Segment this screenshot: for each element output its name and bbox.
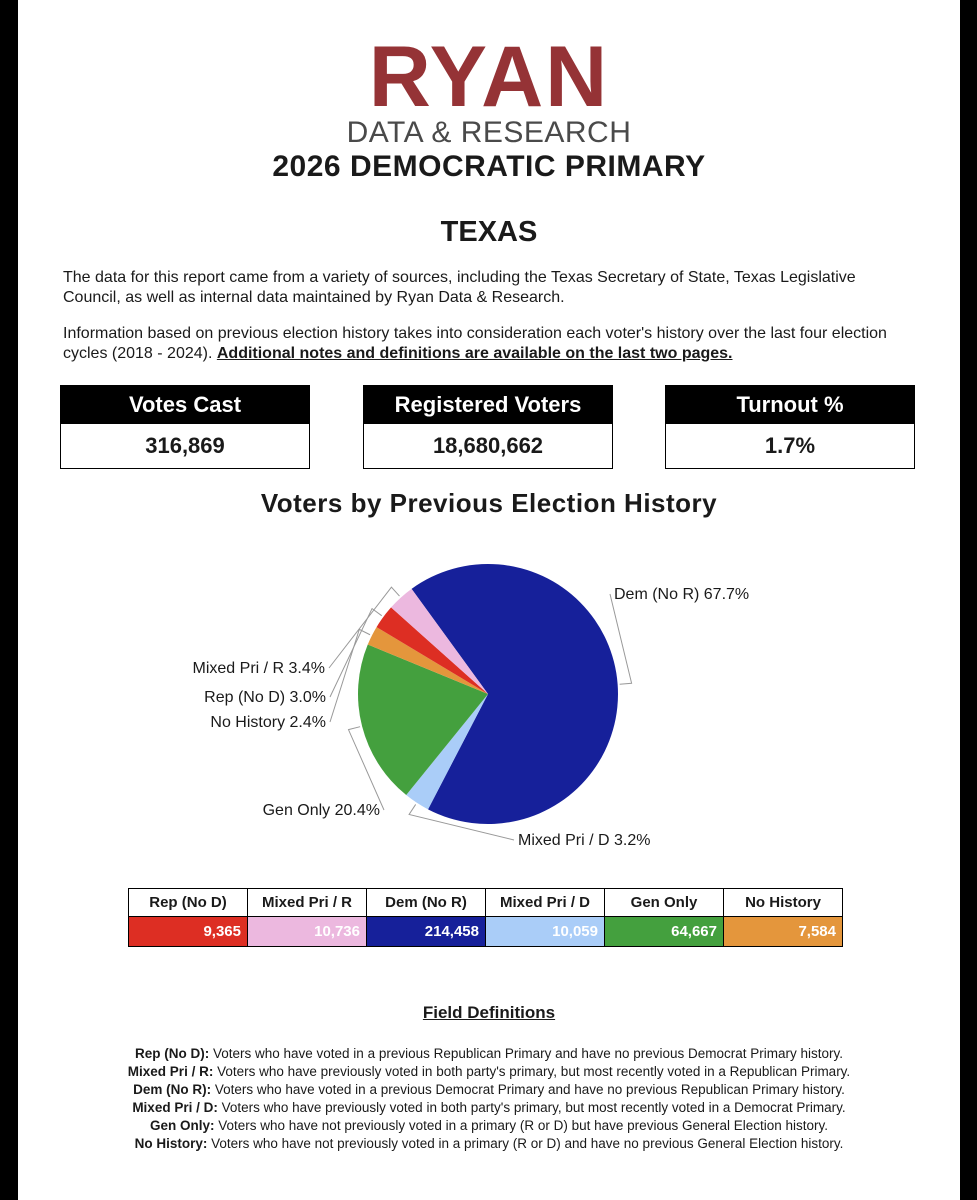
table-value-cell: 10,059 — [486, 917, 605, 947]
table-header-cell: Mixed Pri / D — [486, 889, 605, 917]
table-header-cell: Rep (No D) — [129, 889, 248, 917]
definition-text: Voters who have voted in a previous Republican Primary and have no previous Democrat Primary history. — [209, 1046, 844, 1061]
table-header-cell: Mixed Pri / R — [248, 889, 367, 917]
table-header-cell: No History — [724, 889, 843, 917]
counts-table — [128, 888, 843, 947]
definitions-title: Field Definitions — [422, 1003, 556, 1022]
definition-row — [18, 1063, 960, 1081]
definition-term: Mixed Pri / D: — [132, 1100, 218, 1115]
definition-row — [18, 1081, 960, 1099]
table-value-cell: 214,458 — [367, 917, 486, 947]
pie-label: Dem (No R) 67.7% — [614, 586, 750, 603]
definition-term: Rep (No D): — [134, 1046, 210, 1061]
definition-term: Gen Only: — [149, 1118, 215, 1133]
definition-row — [18, 1099, 960, 1117]
logo-wordmark: RYAN — [368, 29, 610, 125]
pie-label: Mixed Pri / R 3.4% — [192, 660, 325, 677]
pie-label: No History 2.4% — [210, 714, 326, 731]
table-header-cell: Gen Only — [605, 889, 724, 917]
pie-chart — [18, 0, 960, 880]
definition-text: Voters who have previously voted in both party's primary, but most recently voted in a Democrat Primary. — [217, 1100, 846, 1115]
definition-term: No History: — [134, 1136, 208, 1151]
definition-text: Voters who have previously voted in both party's primary, but most recently voted in a Republican Primary. — [213, 1064, 851, 1079]
definition-row — [18, 1135, 960, 1153]
definition-row — [18, 1117, 960, 1135]
definition-term: Dem (No R): — [133, 1082, 212, 1097]
turnout-value: 1.7% — [764, 433, 816, 458]
history-text: Information based on previous election history takes into consideration each voter's history over the last four election cycles (2018 - 2024). — [63, 325, 887, 362]
notes-reference: Additional notes and definitions are available on the last two pages. — [216, 345, 733, 362]
table-value-cell: 9,365 — [129, 917, 248, 947]
report-page — [18, 0, 960, 1200]
chart-title: Voters by Previous Election History — [260, 488, 718, 518]
table-value-cell: 10,736 — [248, 917, 367, 947]
definition-text: Voters who have voted in a previous Democrat Primary and have no previous Republican Primary history. — [211, 1082, 845, 1097]
report-title: 2026 DEMOCRATIC PRIMARY — [272, 150, 706, 183]
logo-subtitle: DATA & RESEARCH — [346, 116, 632, 149]
pie-label: Rep (No D) 3.0% — [204, 689, 326, 706]
sources-paragraph: The data for this report came from a variety of sources, including the Texas Secretary of State, Texas Legislative Council, as well as internal data maintained by Ryan Data & Research. — [63, 269, 856, 306]
registered-voters-value: 18,680,662 — [432, 433, 544, 458]
registered-voters-label: Registered Voters — [364, 386, 612, 424]
table-header-cell: Dem (No R) — [367, 889, 486, 917]
turnout-label: Turnout % — [666, 386, 914, 424]
counts-table-header — [129, 889, 843, 917]
definition-text: Voters who have not previously voted in a primary (R or D) and have no previous General Election history. — [207, 1136, 844, 1151]
state-heading: TEXAS — [440, 216, 538, 248]
pie-label: Mixed Pri / D 3.2% — [518, 832, 651, 849]
definition-term: Mixed Pri / R: — [127, 1064, 214, 1079]
definition-text: Voters who have not previously voted in a primary (R or D) but have previous General Election history. — [214, 1118, 829, 1133]
definitions-list — [18, 1045, 960, 1153]
votes-cast-value: 316,869 — [145, 433, 225, 458]
table-value-cell: 7,584 — [724, 917, 843, 947]
table-value-cell: 64,667 — [605, 917, 724, 947]
pie-label: Gen Only 20.4% — [262, 802, 380, 819]
definition-row — [18, 1045, 960, 1063]
counts-table-values — [129, 917, 843, 947]
votes-cast-label: Votes Cast — [61, 386, 309, 424]
